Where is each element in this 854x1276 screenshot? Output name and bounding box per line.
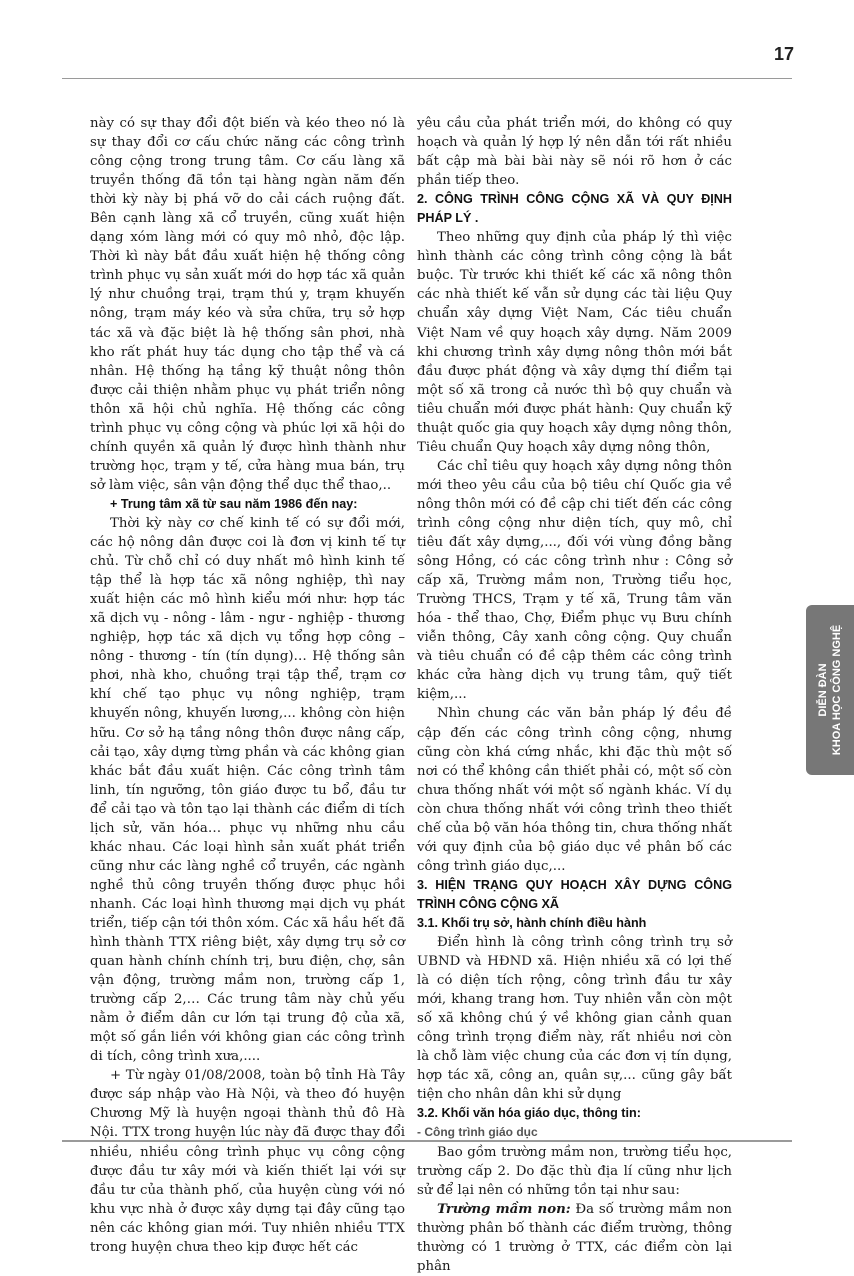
run-in-lead: Trường mầm non:	[437, 1201, 571, 1217]
top-rule	[62, 78, 792, 79]
page-number: 17	[773, 44, 794, 64]
right-column	[417, 114, 732, 1276]
sub-subsection-heading: - Công trình giáo dục	[417, 1125, 538, 1140]
side-tab-label	[816, 625, 844, 755]
side-tab-line-2: KHOA HỌC CÔNG NGHỆ	[831, 624, 843, 756]
paragraph: Nhìn chung các văn bản pháp lý đều đề cập đến các công trình công cộng, nhưng cũng còn khá cứng nhắc, khi đặc thù một số nơi có thể không cần thiết phải có, một số còn chưa thống nhất với một số ngành khác. Ví dụ còn chưa thống nhất với công trình theo thiết chế của bộ văn hóa thông tin, chưa thống nhất với quy định của bộ giáo dục về phân bố các công trình giáo dục,...	[417, 706, 732, 874]
paragraph-text: Đa số trường mầm non thường phân bố thành các điểm trường, thông thường có 1 trường ở TTX, các điểm còn lại phân	[417, 1201, 732, 1274]
paragraph: + Từ ngày 01/08/2008, toàn bộ tỉnh Hà Tây được sáp nhập vào Hà Nội, và theo đó huyện Chương Mỹ là huyện ngoại thành thủ đô Hà Nội. TTX trong huyện lúc này đã được thay đổi nhiều, nhiều công trình phục vụ công cộng được đầu tư xây mới và kiến thiết lại với sự đầu tư của thành phố, của huyện cùng với nó khu vực nhà ở được xây dựng tại đây cũng tạo nên các không gian mới. Tuy nhiên nhiều TTX trong huyện chưa theo kịp được hết các	[90, 1068, 405, 1255]
section-heading: 2. CÔNG TRÌNH CÔNG CỘNG XÃ VÀ QUY ĐỊNH PHÁP LÝ .	[417, 192, 732, 226]
paragraph: Bao gồm trường mầm non, trường tiểu học, trường cấp 2. Do đặc thù địa lí cũng như lịch sử để lại nên có những tồn tại như sau:	[417, 1144, 732, 1198]
paragraph: Thời kỳ này cơ chế kinh tế có sự đổi mới, các hộ nông dân được coi là đơn vị kinh tế tự chủ. Từ chỗ chỉ có duy nhất mô hình kinh tế tập thể là hợp tác xã nông nghiệp, thì nay xuất hiện các mô hình kiểu mới như: hợp tác xã dịch vụ - nông - lâm - ngư - nghiệp - thương nghiệp, hợp tác xã dịch vụ tổng hợp công – nông - thương - tín (tín dụng)… Hệ thống sân phơi, nhà kho, chuồng trại tập thể, trạm cơ khí chế tạo phục vụ nông nghiệp, trạm khuyến nông, khuyến lương,... không còn hiện hữu. Cơ sở hạ tầng nông thôn được nâng cấp, cải tạo, xây dựng từng phần và các không gian khác bắt đầu xuất hiện. Các công trình tâm linh, tín ngưỡng, tôn giáo được tu bổ, đầu tư để cải tạo và tôn tạo lại thành các điểm di tích lịch sử, văn hóa… phục vụ những nhu cầu khác nhau. Các loại hình sản xuất phát triển cũng như các làng nghề cổ truyền, các ngành nghề thủ công truyền thống được phục hồi nhanh. Các loại hình thương mại dịch vụ phát triển, tiếp cận tới thôn xóm. Các xã hầu hết đã hình thành TTX riêng biệt, xây dựng trụ sở cơ quan hành chính chính trị, bưu điện, chợ, sân vận động, trường mầm non, trường cấp 1, trường cấp 2,… Các trung tâm này chủ yếu nằm ở điểm dân cư lớn tại trung độ của xã, một số gắn liền với không gian các công trình di tích, công trình xưa,....	[90, 515, 405, 1065]
left-column	[90, 114, 405, 1257]
paragraph: Điển hình là công trình công trình trụ sở UBND và HĐND xã. Hiện nhiều xã có lợi thế là có diện tích rộng, công trình đầu tư xây mới, khang trang hơn. Tuy nhiên vẫn còn một số xã không chú ý về không gian cảnh quan công trình trọng điểm này, rất nhiều nơi còn là chỗ làm việc chung của các đơn vị tín dụng, hợp tác xã, công an, quân sự,... cũng gây bất tiện cho nhân dân khi sử dụng	[417, 935, 732, 1103]
paragraph: yêu cầu của phát triển mới, do không có quy hoạch và quản lý hợp lý nên dẫn tới rất nhiều bất cập mà bài bài này sẽ nói rõ hơn ở các phần tiếp theo.	[417, 116, 732, 189]
side-tab-line-1: DIỄN ĐÀN	[817, 663, 829, 717]
side-section-tab	[806, 605, 854, 775]
section-heading: 3. HIỆN TRẠNG QUY HOẠCH XÂY DỰNG CÔNG TRÌNH CÔNG CỘNG XÃ	[417, 877, 732, 911]
paragraph: này có sự thay đổi đột biến và kéo theo nó là sự thay đổi cơ cấu chức năng các công trình công cộng trong trung tâm. Cơ cấu làng xã truyền thống đã tồn tại hàng ngàn năm đến thời kỳ này bị phá vỡ do cải cách ruộng đất. Bên cạnh làng xã cổ truyền, cũng xuất hiện dạng xóm làng mới có quy mô nhỏ, độc lập. Thời kì này bắt đầu xuất hiện hệ thống công trình phục vụ sản xuất mới do hợp tác xã quản lý như chuồng trại, trạm thú y, trạm khuyến nông, trạm máy kéo và sửa chữa, trụ sở hợp tác xã và đặc biệt là hệ thống sân phơi, nhà kho rất phát huy tác dụng cho tập thể và cá nhân. Hệ thống hạ tầng kỹ thuật nông thôn được cải thiện nhằm phục vụ phát triển nông thôn xã hội chủ nghĩa. Hệ thống các công trình phục vụ công cộng và phúc lợi xã hội do chính quyền xã quản lý được hình thành như trường học, trạm y tế, cửa hàng mua bán, trụ sở làm việc, sân vận động thể dục thể thao,..	[90, 116, 405, 493]
section-heading: + Trung tâm xã từ sau năm 1986 đến nay:	[110, 496, 358, 511]
paragraph	[417, 1200, 732, 1276]
bottom-rule	[62, 1140, 792, 1142]
subsection-heading: 3.2. Khối văn hóa giáo dục, thông tin:	[417, 1106, 641, 1121]
paragraph: Theo những quy định của pháp lý thì việc hình thành các công trình công cộng là bắt buộc. Từ trước khi thiết kế các xã nông thôn các nhà thiết kế vẫn sử dụng các tài liệu Quy chuẩn xây dựng Việt Nam, Các tiêu chuẩn Việt Nam về quy hoạch xây dựng. Năm 2009 khi chương trình xây dựng nông thôn mới bắt đầu được phát động và xây dựng thí điểm tại một số xã trong cả nước thì bộ quy chuẩn và tiêu chuẩn mới được phát hành: Quy chuẩn kỹ thuật quốc gia quy hoạch xây dựng nông thôn, Tiêu chuẩn Quy hoạch xây dựng nông thôn,	[417, 230, 732, 455]
paragraph: Các chỉ tiêu quy hoạch xây dựng nông thôn mới theo yêu cầu của bộ tiêu chí Quốc gia về nông thôn mới có đề cập chi tiết đến các công trình công cộng như diện tích, quy mô, chỉ tiêu đất xây dựng,..., đối với vùng đồng bằng sông Hồng, có các công trình như : Công sở cấp xã, Trường mầm non, Trường tiểu học, Trường THCS, Trạm y tế xã, Trung tâm văn hóa - thể thao, Chợ, Điểm phục vụ Bưu chính viễn thông, Cây xanh công cộng. Quy chuẩn và tiêu chuẩn có đề cập thêm các công trình khác cửa hàng dịch vụ trung tâm, quỹ tiết kiệm,...	[417, 458, 732, 703]
subsection-heading: 3.1. Khối trụ sở, hành chính điều hành	[417, 915, 647, 930]
